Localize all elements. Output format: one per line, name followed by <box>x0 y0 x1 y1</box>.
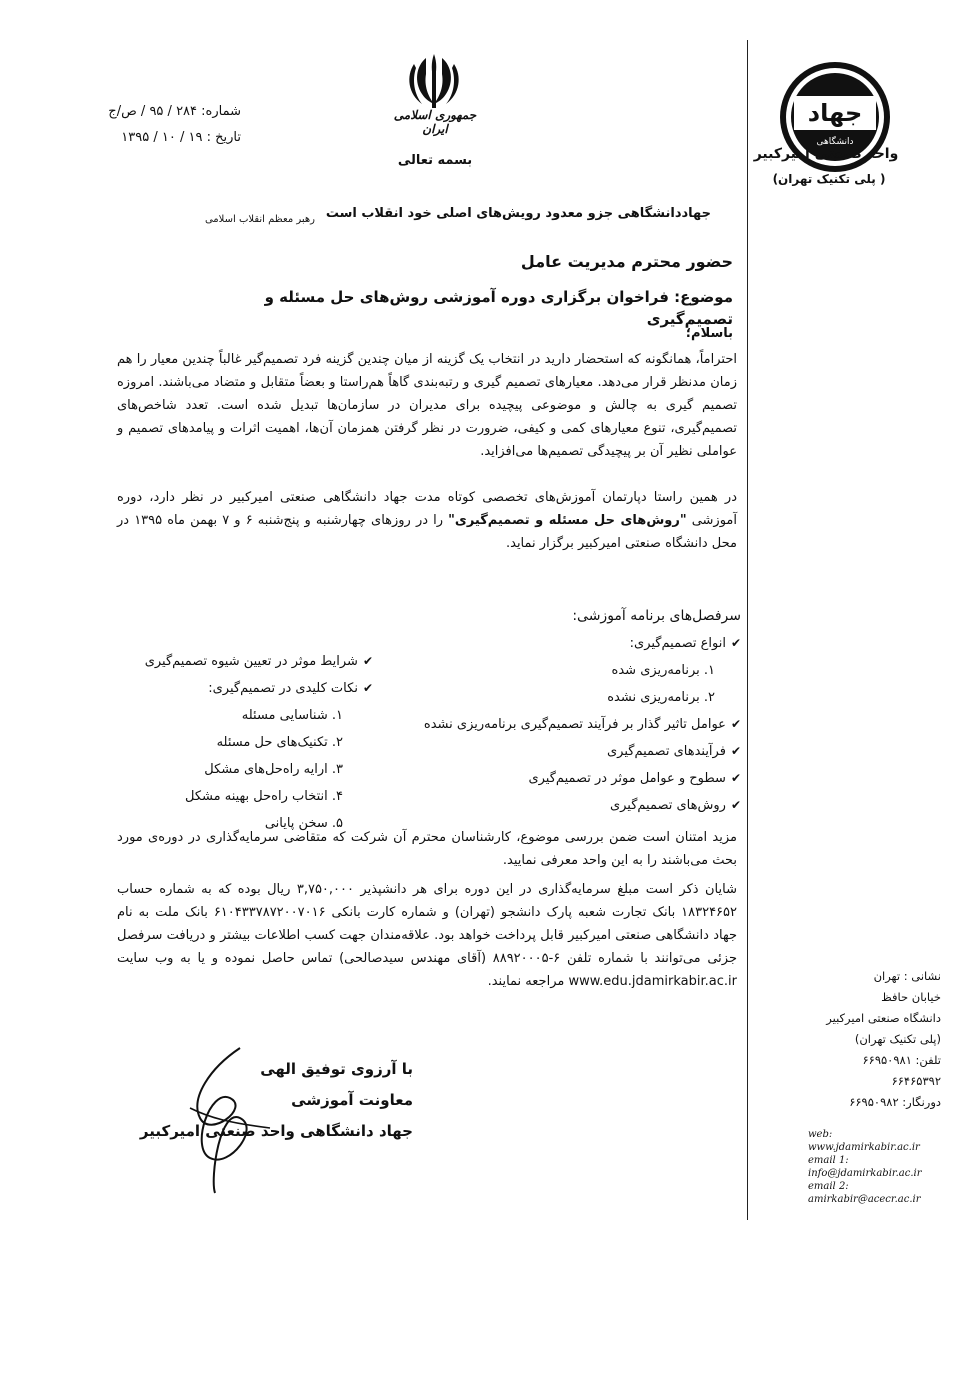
list-item: ۱. شناسایی مسئله <box>241 708 343 723</box>
list-item: ✔ سطوح و عوامل موثر در تصمیم‌گیری <box>381 765 741 792</box>
address-line: دانشگاه صنعتی امیرکبیر <box>826 1011 941 1025</box>
list-item: ۳. ارایه راه‌حل‌های مشکل <box>204 762 343 777</box>
contact-block <box>808 1128 958 1206</box>
contact-label: web: <box>808 1129 833 1140</box>
list-item: ۲. تکنیک‌های حل مسئله <box>216 735 343 750</box>
syllabus-list-left <box>123 648 373 837</box>
contact-label: email 2: <box>808 1181 849 1192</box>
emblem-caption: جمهوری اسلامی ایران <box>393 108 477 136</box>
quote-source: رهبر معظم انقلاب اسلامی <box>204 214 315 225</box>
payment-paragraph: شایان ذکر است مبلغ سرمایه‌گذاری در این دوره برای هر دانشپذیر ۳,۷۵۰,۰۰۰ ریال بوده که به شماره حساب ۱۸۳۲۴۶۵۲ بانک تجارت شعبه پارک دانشجو (تهران) و شماره کارت بانکی ۶۱۰۴۳۳۷۸۷۲۰۰۷۰۱۶ بانک ملت به نام جهاد دانشگاهی صنعتی امیرکبیر قابل پرداخت خواهد بود. علاقه‌مندان جهت کسب اطلاعات بیشتر و دریافت سرفصل جزئی می‌توانند با شماره تلفن ۶-۸۸۹۲۰۰۰۵ (آقای مهندس سیدصالحی) تماس حاصل نموده و یا به وب سایت www.edu.jdamirkabir.ac.ir مراجعه نمایند. <box>117 882 737 989</box>
address-line: خیابان حافظ <box>881 990 941 1004</box>
subject-line: موضوع: فراخوان برگزاری دوره آموزشی روش‌های حل مسئله و تصمیم‌گیری <box>264 288 733 328</box>
course-text-1: در همین راستا دپارتمان آموزش‌های تخصصی کوتاه مدت جهاد دانشگاهی صنعتی امیرکبیر در نظر دارد، دوره آموزشی <box>117 490 737 528</box>
list-item: ✔ فرآیندهای تصمیم‌گیری <box>381 738 741 765</box>
svg-text:دانشگاهی: دانشگاهی <box>816 137 854 147</box>
list-item: ✔ نکات کلیدی در تصمیم‌گیری: <box>123 675 373 702</box>
course-text-2: را در روزهای چهارشنبه و پنج‌شنبه ۶ و ۷ بهمن ماه ۱۳۹۵ در محل دانشگاه صنعتی امیرکبیر برگزار نماید. <box>117 513 737 551</box>
list-item: ۱. برنامه‌ریزی شده <box>611 663 715 678</box>
address-line: نشانی : تهران <box>873 969 941 983</box>
closing-line: با آرزوی توفیق الهی <box>260 1060 413 1078</box>
handwritten-signature-icon <box>170 1038 290 1198</box>
syllabus-list-right <box>381 630 741 819</box>
fax-line: دورنگار: ۶۶۹۵۰۹۸۲ <box>849 1095 941 1109</box>
signer-org: جهاد دانشگاهی واحد صنعتی امیرکبیر <box>139 1122 413 1140</box>
sidebar-divider <box>747 40 748 1220</box>
list-item: ✔ شرایط موثر در تعیین شیوه تصمیم‌گیری <box>123 648 373 675</box>
website-link[interactable]: www.jdamirkabir.ac.ir <box>808 1142 920 1153</box>
signer-title: معاونت آموزشی <box>291 1091 413 1109</box>
contact-label: email 1: <box>808 1155 849 1166</box>
org-subtitle: ( پلی تکنیک تهران) <box>772 172 886 186</box>
email-link[interactable]: info@jdamirkabir.ac.ir <box>808 1168 922 1179</box>
intro-paragraph: احتراماً، همانگونه که استحضار دارید در انتخاب یک گزینه از میان چندین گزینه فرد تصمیم‌گیر غالباً چندین معیار را هم زمان مدنظر قرار می‌دهد. معیارهای تصمیم گیری و رتبه‌بندی گاهاً هم‌راستا و بعضاً متقابل و متضاد می‌باشند. امروزه تصمیم گیری به چالش و موضوعی پیچیده برای مدیران در سازمان‌ها تبدیل شده است. تعدد شاخص‌های تصمیم‌گیری، تنوع معیارهای کمی و کیفی، ضرورت در نظر گرفتن همزمان آن‌ها، اهمیت اثرات و پیامدهای تصمیم و عواملی نظیر آن بر پیچیدگی تصمیم‌ها می‌افزاید. <box>117 352 737 459</box>
list-item: ۲. برنامه‌ریزی نشده <box>607 690 715 705</box>
list-item: ✔ عوامل تاثیر گذار بر فرآیند تصمیم‌گیری برنامه‌ریزی نشده <box>381 711 741 738</box>
address-line: (پلی تکنیک تهران) <box>854 1032 941 1046</box>
phone-line: تلفن: ۶۶۹۵۰۹۸۱ <box>862 1053 941 1067</box>
list-item: ۵. سخن پایانی <box>264 816 343 831</box>
course-title: "روش‌های حل مسئله و تصمیم‌گیری" <box>448 513 687 528</box>
list-item: ۴. انتخاب راه‌حل بهینه مشکل <box>185 789 343 804</box>
list-item: ✔ روش‌های تصمیم‌گیری <box>381 792 741 819</box>
syllabus-title: سرفصل‌های برنامه آموزشی: <box>572 608 741 624</box>
greeting: باسلام؛ <box>685 326 733 341</box>
request-paragraph: مزید امتنان است ضمن بررسی موضوع، کارشناسان محترم آن شرکت که متقاضی سرمایه‌گذاری در دوره‌ی مورد بحث می‌باشند را به این واحد معرفی نمایید. <box>117 830 737 868</box>
basmala: بسمه تعالی <box>397 153 473 168</box>
svg-text:جهاد: جهاد <box>807 99 863 127</box>
letter-date: تاریخ : ۱۹ / ۱۰ / ۱۳۹۵ <box>121 130 241 145</box>
phone-line: ۶۶۴۶۵۳۹۲ <box>891 1074 941 1088</box>
list-item: ✔ انواع تصمیم‌گیری: <box>381 630 741 657</box>
org-name: واحد صنعتی امیرکبیر <box>753 146 899 162</box>
letter-number: شماره: ۲۸۴ / ۹۵ / ص/ج <box>108 104 241 119</box>
email-link[interactable]: amirkabir@acecr.ac.ir <box>808 1194 921 1205</box>
iran-emblem-icon <box>404 50 464 112</box>
course-paragraph <box>117 486 737 555</box>
leader-quote: جهاددانشگاهی جزو معدود رویش‌های اصلی خود انقلاب است <box>325 206 711 221</box>
addressee: حضور محترم مدیریت عامل <box>520 252 733 271</box>
address-block <box>791 966 941 1113</box>
